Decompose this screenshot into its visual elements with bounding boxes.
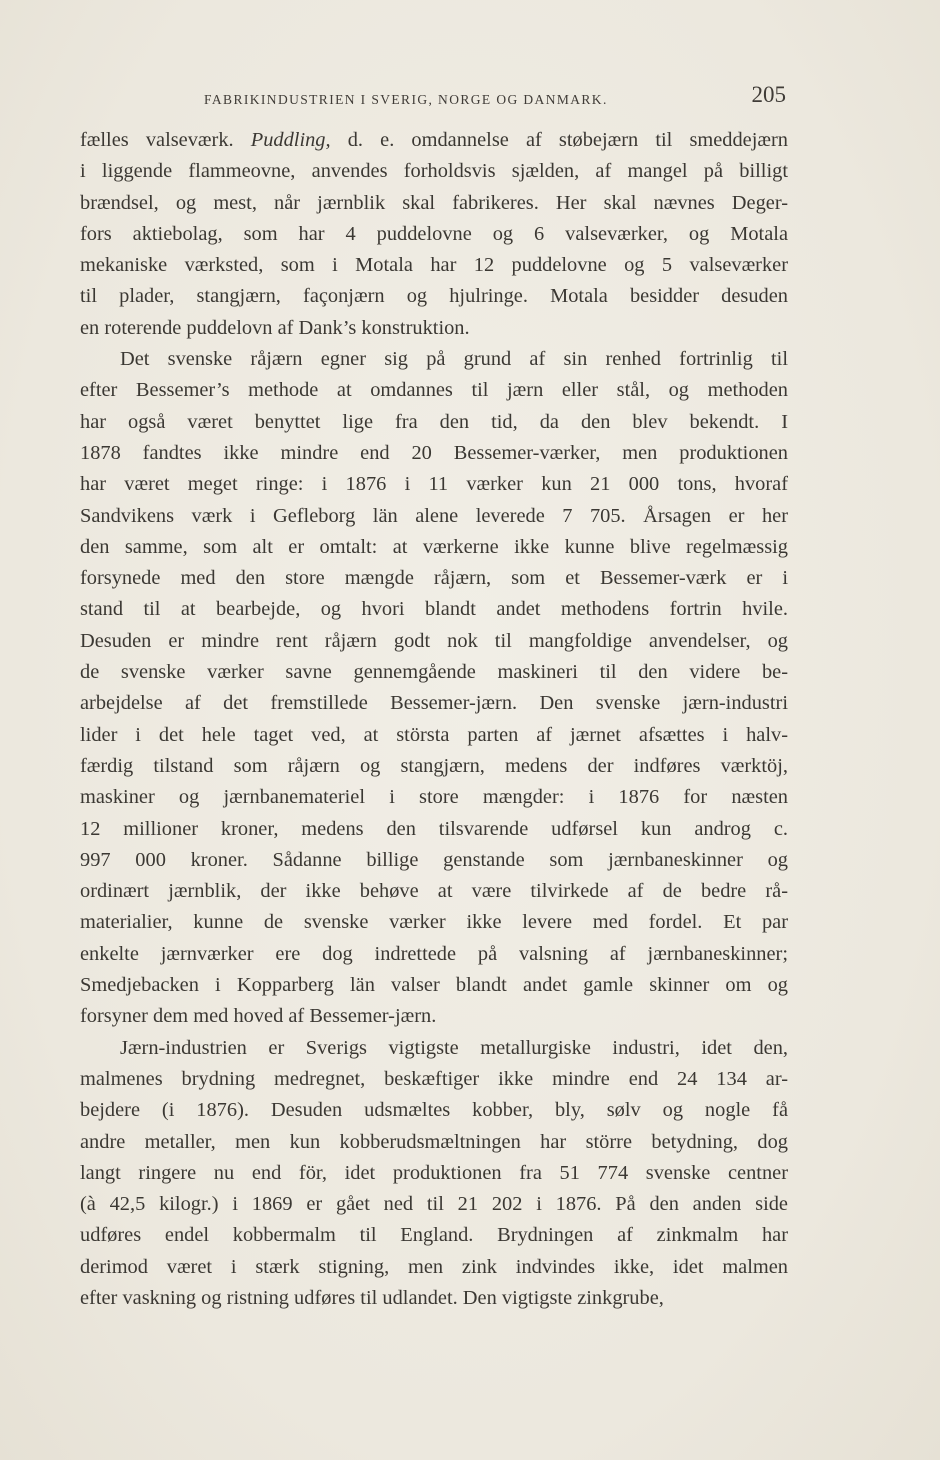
text-line: Smedjebacken i Kopparberg län valser blandt andet gamle skinner om og: [80, 974, 788, 997]
body-text: [80, 125, 788, 1314]
text-line: [80, 125, 788, 156]
text-line: maskiner og jærnbanemateriel i store mængder: i 1876 for næsten: [80, 786, 788, 809]
text-line: Jærn-industrien er Sverigs vigtigste metallurgiske industri, idet den,: [120, 1036, 788, 1059]
text-line: arbejdelse af det fremstillede Bessemer-jærn. Den svenske jærn-industri: [80, 692, 788, 715]
text-line: (à 42,5 kilogr.) i 1869 er gået ned til 21 202 i 1876. På den anden side: [80, 1193, 788, 1216]
text-line: efter Bessemer’s methode at omdannes til jærn eller stål, og methoden: [80, 379, 788, 402]
text-line: langt ringere nu end för, idet produktionen fra 51 774 svenske centner: [80, 1161, 788, 1184]
text-line: forsynede med den store mængde råjærn, som et Bessemer-værk er i: [80, 567, 788, 590]
text-line: andre metaller, men kun kobberudsmæltningen har större betydning, dog: [80, 1130, 788, 1153]
paragraph: [80, 1033, 788, 1315]
text-line: Desuden er mindre rent råjærn godt nok til mangfoldige anvendelser, og: [80, 629, 788, 652]
paragraph: [80, 125, 788, 344]
text-line: 997 000 kroner. Sådanne billige genstande som jærnbaneskinner og: [80, 848, 788, 871]
text-segment: d. e. omdannelse af støbejærn til smeddejærn: [330, 129, 788, 151]
text-line: udføres endel kobbermalm til England. Brydningen af zinkmalm har: [80, 1224, 788, 1247]
text-line: 12 millioner kroner, medens den tilsvarende udførsel kun androg c.: [80, 817, 788, 840]
text-segment: fælles valseværk.: [80, 129, 251, 151]
text-line: en roterende puddelovn af Dank’s konstruktion.: [80, 316, 470, 339]
text-line: ordinært jærnblik, der ikke behøve at være tilvirkede af de bedre rå-: [80, 880, 788, 903]
text-line: malmenes brydning medregnet, beskæftiger ikke mindre end 24 134 ar-: [80, 1067, 788, 1090]
text-line: den samme, som alt er omtalt: at værkerne ikke kunne blive regelmæssig: [80, 535, 788, 558]
text-line: derimod været i stærk stigning, men zink indvindes ikke, idet malmen: [80, 1255, 788, 1278]
italic-term: Puddling,: [250, 129, 331, 151]
text-line: efter vaskning og ristning udføres til udlandet. Den vigtigste zinkgrube,: [80, 1286, 664, 1309]
text-line: bejdere (i 1876). Desuden udsmæltes kobber, bly, sølv og nogle få: [80, 1099, 788, 1122]
text-line: forsyner dem med hoved af Bessemer-jærn.: [80, 1005, 437, 1028]
text-line: de svenske værker savne gennemgående maskineri til den videre be-: [80, 661, 788, 684]
text-line: brændsel, og mest, når jærnblik skal fabrikeres. Her skal nævnes Deger-: [80, 191, 788, 214]
text-line: materialier, kunne de svenske værker ikke levere med fordel. Et par: [80, 911, 788, 934]
text-line: 1878 fandtes ikke mindre end 20 Bessemer-værker, men produktionen: [80, 441, 788, 464]
text-line: færdig tilstand som råjærn og stangjærn, medens der indføres værktöj,: [80, 754, 788, 777]
text-line: Det svenske råjærn egner sig på grund af sin renhed fortrinlig til: [120, 348, 788, 371]
text-line: fors aktiebolag, som har 4 puddelovne og 6 valseværker, og Motala: [80, 222, 788, 245]
text-line: lider i det hele taget ved, at största parten af jærnet afsættes i halv-: [80, 723, 788, 746]
running-head: FABRIKINDUSTRIEN I SVERIG, NORGE OG DANMARK.: [204, 92, 608, 107]
paragraph: [80, 344, 788, 1033]
page-header: [80, 82, 788, 118]
page-number: 205: [751, 82, 786, 107]
text-line: har også været benyttet lige fra den tid, da den blev bekendt. I: [80, 410, 788, 433]
text-line: enkelte jærnværker ere dog indrettede på valsning af jærnbaneskinner;: [80, 942, 788, 965]
text-line: i liggende flammeovne, anvendes forholdsvis sjælden, af mangel på billigt: [80, 160, 788, 183]
text-line: Sandvikens værk i Gefleborg län alene leverede 7 705. Årsagen er her: [80, 504, 788, 527]
text-line: mekaniske værksted, som i Motala har 12 puddelovne og 5 valseværker: [80, 254, 788, 277]
text-line: stand til at bearbejde, og hvori blandt andet methodens fortrin hvile.: [80, 598, 788, 621]
text-line: til plader, stangjærn, façonjærn og hjulringe. Motala besidder desuden: [80, 285, 788, 308]
text-line: har været meget ringe: i 1876 i 11 værker kun 21 000 tons, hvoraf: [80, 473, 788, 496]
